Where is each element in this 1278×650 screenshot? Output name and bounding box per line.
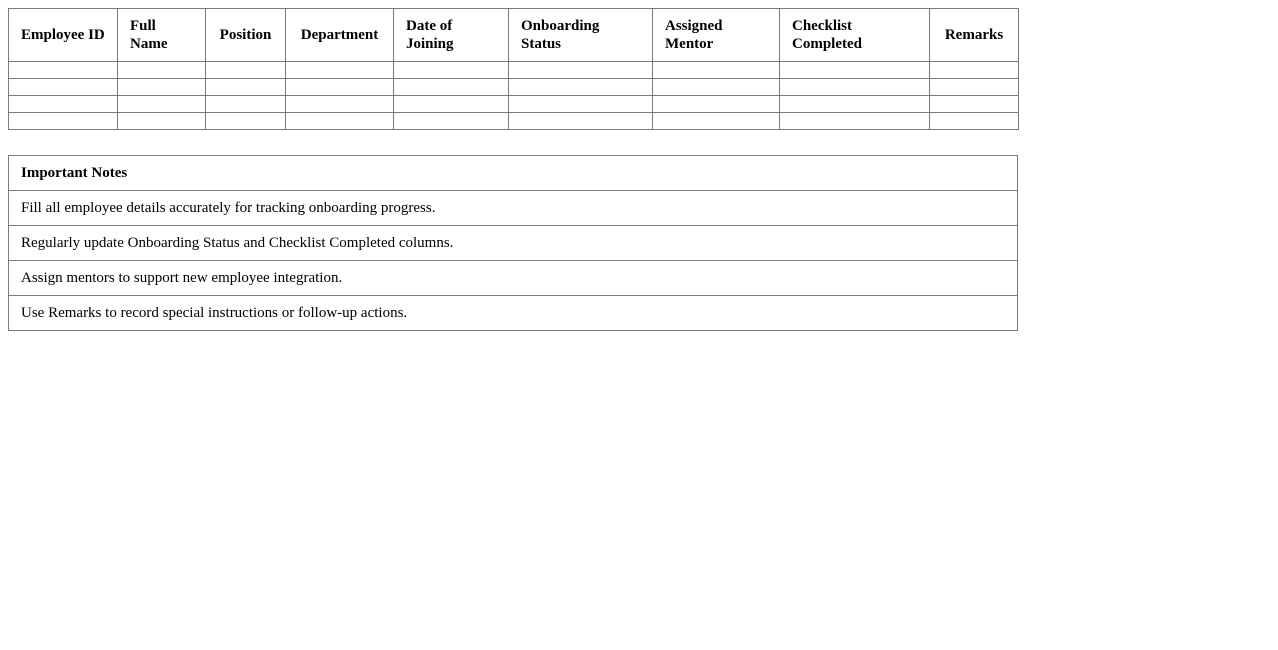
header-date-of-joining: Date of Joining [394,9,509,62]
table-cell[interactable] [653,113,780,130]
header-checklist-completed: Checklist Completed [780,9,930,62]
table-cell[interactable] [118,62,206,79]
header-department: Department [286,9,394,62]
note-text: Regularly update Onboarding Status and Checklist Completed columns. [9,226,1018,261]
header-onboarding-status: Onboarding Status [509,9,653,62]
table-cell[interactable] [206,62,286,79]
table-row [9,62,1019,79]
table-cell[interactable] [206,79,286,96]
table-cell[interactable] [118,113,206,130]
table-cell[interactable] [930,113,1019,130]
table-cell[interactable] [394,113,509,130]
notes-title: Important Notes [9,156,1018,191]
table-cell[interactable] [780,113,930,130]
note-row [9,191,1018,226]
table-cell[interactable] [286,96,394,113]
table-cell[interactable] [780,96,930,113]
table-cell[interactable] [780,62,930,79]
notes-header-row [9,156,1018,191]
table-cell[interactable] [930,96,1019,113]
table-cell[interactable] [9,113,118,130]
note-row [9,226,1018,261]
table-cell[interactable] [206,113,286,130]
header-assigned-mentor: Assigned Mentor [653,9,780,62]
onboarding-tracker-table [8,8,1019,130]
important-notes-table [8,155,1018,331]
table-cell[interactable] [509,62,653,79]
table-cell[interactable] [509,96,653,113]
table-cell[interactable] [118,79,206,96]
table-cell[interactable] [394,62,509,79]
table-cell[interactable] [206,96,286,113]
table-row [9,113,1019,130]
note-row [9,261,1018,296]
table-cell[interactable] [9,79,118,96]
table-header-row [9,9,1019,62]
table-cell[interactable] [653,79,780,96]
table-cell[interactable] [394,79,509,96]
document-body [8,8,1018,331]
table-cell[interactable] [930,62,1019,79]
note-text: Assign mentors to support new employee integration. [9,261,1018,296]
table-cell[interactable] [9,96,118,113]
table-cell[interactable] [286,62,394,79]
table-cell[interactable] [286,79,394,96]
note-text: Fill all employee details accurately for tracking onboarding progress. [9,191,1018,226]
table-cell[interactable] [9,62,118,79]
table-cell[interactable] [509,79,653,96]
table-row [9,79,1019,96]
table-cell[interactable] [394,96,509,113]
header-position: Position [206,9,286,62]
header-full-name: Full Name [118,9,206,62]
table-cell[interactable] [653,62,780,79]
header-employee-id: Employee ID [9,9,118,62]
note-row [9,296,1018,331]
header-remarks: Remarks [930,9,1019,62]
note-text: Use Remarks to record special instructions or follow-up actions. [9,296,1018,331]
table-cell[interactable] [780,79,930,96]
table-row [9,96,1019,113]
table-cell[interactable] [930,79,1019,96]
table-cell[interactable] [509,113,653,130]
table-cell[interactable] [286,113,394,130]
table-cell[interactable] [118,96,206,113]
table-cell[interactable] [653,96,780,113]
